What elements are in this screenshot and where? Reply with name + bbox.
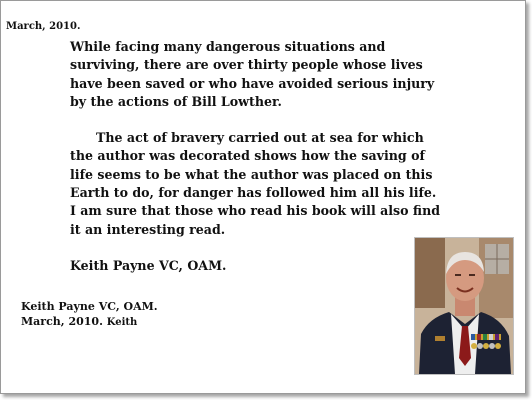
paragraph-1: While facing many dangerous situations and surviving, there are over thirty people whose lives have been saved or who have avoided serious injury by the actions of Bill Lowther. (70, 39, 435, 109)
portrait-image (415, 238, 513, 374)
signature-date-line (21, 314, 158, 330)
paragraph-2: The act of bravery carried out at sea for which the author was decorated shows how the saving of life seems to be what the author was placed on this Earth to do, for danger has followed him all his life. I am sure that those who read his book will also find it an interesting read. (70, 130, 441, 237)
portrait-photo (414, 237, 514, 375)
signature-block (21, 299, 158, 330)
signature-name: Keith Payne VC, OAM. (21, 300, 158, 313)
letter-body (70, 38, 442, 275)
signature-date: March, 2010. (21, 315, 103, 328)
letter-signature: Keith Payne VC, OAM. (70, 257, 227, 273)
header-date: March, 2010. (6, 21, 81, 32)
signature-handwritten: Keith (106, 317, 138, 328)
